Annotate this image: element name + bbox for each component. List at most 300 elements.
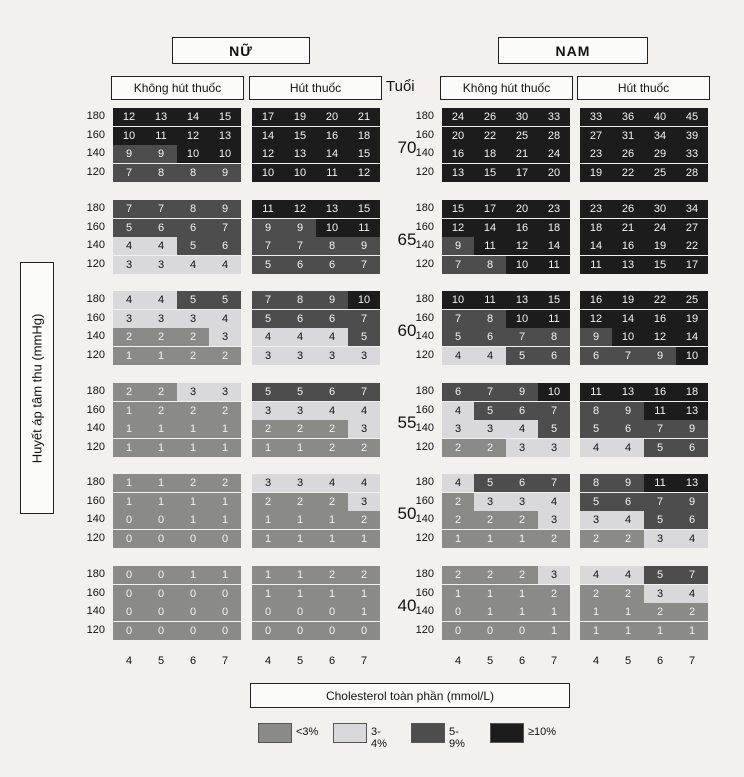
- heatmap-cell: 6: [580, 347, 612, 365]
- bp-tick-label: 160: [86, 220, 105, 233]
- heatmap-cell: 0: [284, 603, 316, 621]
- heatmap-cell: 9: [676, 493, 708, 511]
- heatmap-cell: 1: [209, 420, 241, 438]
- heatmap-cell: 27: [676, 219, 708, 237]
- heatmap-cell: 4: [580, 566, 612, 584]
- bp-tick-label: 140: [415, 330, 434, 342]
- heatmap-cell: 5: [252, 256, 284, 274]
- heatmap-cell: 31: [612, 127, 644, 145]
- heatmap-cell: 3: [284, 402, 316, 420]
- heatmap-cell: 2: [676, 603, 708, 621]
- bp-tick-label: 120: [86, 531, 105, 544]
- heatmap-cell: 16: [316, 127, 348, 145]
- heatmap-cell: 3: [145, 256, 177, 274]
- heatmap-cell: 33: [538, 108, 570, 126]
- heatmap-cell: 0: [177, 622, 209, 640]
- heatmap-cell: 15: [284, 127, 316, 145]
- heatmap-cell: 6: [284, 256, 316, 274]
- heatmap-cell: 11: [252, 200, 284, 218]
- header-male-non-smoker: Không hút thuốc: [440, 76, 573, 100]
- heatmap-cell: 12: [580, 310, 612, 328]
- heatmap-cell: 3: [284, 474, 316, 492]
- heatmap-cell: 10: [506, 256, 538, 274]
- heatmap-cell: 7: [348, 383, 380, 401]
- heatmap-cell: 8: [145, 164, 177, 182]
- heatmap-cell: 7: [442, 256, 474, 274]
- heatmap-cell: 2: [284, 493, 316, 511]
- heatmap-cell: 4: [612, 439, 644, 457]
- heatmap-cell: 1: [580, 603, 612, 621]
- heatmap-cell: 0: [209, 585, 241, 603]
- heatmap-cell: 23: [580, 200, 612, 218]
- heatmap-cell: 1: [676, 622, 708, 640]
- heatmap-cell: 0: [177, 530, 209, 548]
- heatmap-cell: 0: [442, 603, 474, 621]
- heatmap-cell: 3: [209, 383, 241, 401]
- heatmap-cell: 0: [316, 603, 348, 621]
- heatmap-cell: 1: [348, 530, 380, 548]
- bp-tick-label: 180: [415, 110, 434, 122]
- heatmap-cell: 10: [252, 164, 284, 182]
- heatmap-cell: 4: [506, 420, 538, 438]
- heatmap-cell: 6: [506, 474, 538, 492]
- heatmap-cell: 28: [676, 164, 708, 182]
- bp-tick-label: 140: [415, 239, 434, 251]
- heatmap-cell: 4: [145, 291, 177, 309]
- heatmap-cell: 1: [252, 511, 284, 529]
- heatmap-cell: 12: [644, 328, 676, 346]
- heatmap-cell: 1: [145, 439, 177, 457]
- heatmap-cell: 1: [538, 603, 570, 621]
- heatmap-cell: 0: [113, 603, 145, 621]
- heatmap-cell: 4: [612, 511, 644, 529]
- heatmap-cell: 8: [474, 256, 506, 274]
- header-male-smoker: Hút thuốc: [577, 76, 710, 100]
- heatmap-cell: 4: [612, 566, 644, 584]
- heatmap-cell: 4: [209, 310, 241, 328]
- heatmap-cell: 4: [284, 328, 316, 346]
- heatmap-cell: 20: [316, 108, 348, 126]
- heatmap-cell: 7: [209, 219, 241, 237]
- heatmap-cell: 4: [676, 585, 708, 603]
- age-label: 50: [397, 504, 417, 523]
- heatmap-cell: 0: [145, 585, 177, 603]
- heatmap-cell: 15: [474, 164, 506, 182]
- cholesterol-tick-label: 5: [624, 655, 632, 667]
- heatmap-cell: 7: [442, 310, 474, 328]
- heatmap-cell: 6: [538, 347, 570, 365]
- heatmap-cell: 13: [612, 256, 644, 274]
- heatmap-cell: 5: [580, 420, 612, 438]
- heatmap-cell: 7: [348, 310, 380, 328]
- bp-tick-label: 120: [415, 531, 434, 544]
- legend-label: 5-9%: [449, 726, 465, 750]
- bp-tick-label: 140: [86, 147, 105, 159]
- heatmap-cell: 3: [644, 585, 676, 603]
- heatmap-cell: 2: [538, 530, 570, 548]
- heatmap-cell: 14: [177, 108, 209, 126]
- heatmap-cell: 1: [209, 439, 241, 457]
- heatmap-cell: 0: [145, 566, 177, 584]
- heatmap-cell: 0: [113, 585, 145, 603]
- bp-tick-label: 180: [415, 202, 434, 214]
- heatmap-cell: 16: [644, 310, 676, 328]
- cholesterol-tick-label: 7: [221, 655, 229, 667]
- heatmap-cell: 1: [316, 530, 348, 548]
- heatmap-cell: 18: [348, 127, 380, 145]
- cholesterol-tick-label: 6: [656, 655, 664, 667]
- heatmap-cell: 6: [612, 420, 644, 438]
- heatmap-cell: 7: [612, 347, 644, 365]
- heatmap-cell: 2: [442, 511, 474, 529]
- bp-tick-label: 180: [86, 202, 105, 214]
- legend-swatch: [411, 723, 445, 743]
- bp-tick-label: 120: [86, 348, 105, 361]
- heatmap-cell: 0: [474, 622, 506, 640]
- heatmap-cell: 3: [113, 310, 145, 328]
- heatmap-cell: 1: [252, 439, 284, 457]
- heatmap-cell: 2: [145, 328, 177, 346]
- heatmap-cell: 29: [644, 145, 676, 163]
- heatmap-cell: 4: [348, 474, 380, 492]
- heatmap-cell: 1: [316, 511, 348, 529]
- heatmap-cell: 2: [580, 530, 612, 548]
- bp-tick-label: 180: [86, 568, 105, 580]
- heatmap-cell: 2: [348, 511, 380, 529]
- heatmap-cell: 3: [316, 347, 348, 365]
- heatmap-cell: 1: [177, 511, 209, 529]
- heatmap-cell: 2: [145, 402, 177, 420]
- heatmap-cell: 9: [209, 164, 241, 182]
- heatmap-cell: 7: [506, 328, 538, 346]
- heatmap-cell: 1: [506, 530, 538, 548]
- heatmap-cell: 2: [113, 328, 145, 346]
- heatmap-cell: 11: [538, 256, 570, 274]
- heatmap-cell: 11: [316, 164, 348, 182]
- heatmap-cell: 2: [442, 566, 474, 584]
- heatmap-cell: 30: [644, 200, 676, 218]
- heatmap-cell: 26: [474, 108, 506, 126]
- heatmap-cell: 3: [348, 420, 380, 438]
- heatmap-cell: 9: [145, 145, 177, 163]
- heatmap-cell: 11: [474, 291, 506, 309]
- bp-tick-label: 120: [86, 257, 105, 270]
- heatmap-cell: 26: [612, 145, 644, 163]
- heatmap-cell: 25: [676, 291, 708, 309]
- heatmap-cell: 2: [252, 493, 284, 511]
- age-label: 55: [397, 413, 417, 432]
- bp-tick-label: 180: [86, 476, 105, 488]
- bp-tick-label: 160: [415, 311, 434, 324]
- heatmap-cell: 3: [252, 402, 284, 420]
- bp-tick-label: 160: [86, 311, 105, 324]
- heatmap-cell: 1: [113, 420, 145, 438]
- heatmap-cell: 8: [177, 164, 209, 182]
- heatmap-cell: 2: [348, 566, 380, 584]
- heatmap-cell: 19: [644, 237, 676, 255]
- bp-tick-label: 160: [86, 403, 105, 416]
- age-axis-label: Tuổi: [386, 78, 415, 95]
- heatmap-cell: 2: [177, 347, 209, 365]
- heatmap-cell: 15: [348, 145, 380, 163]
- heatmap-cell: 1: [284, 511, 316, 529]
- heatmap-cell: 7: [644, 420, 676, 438]
- bp-tick-label: 160: [86, 128, 105, 141]
- heatmap-cell: 9: [612, 402, 644, 420]
- heatmap-cell: 0: [145, 622, 177, 640]
- heatmap-cell: 17: [252, 108, 284, 126]
- bp-tick-label: 140: [415, 422, 434, 434]
- heatmap-cell: 5: [644, 439, 676, 457]
- bp-tick-label: 180: [415, 385, 434, 397]
- heatmap-cell: 3: [538, 511, 570, 529]
- heatmap-cell: 34: [676, 200, 708, 218]
- heatmap-cell: 7: [252, 237, 284, 255]
- heatmap-cell: 1: [284, 566, 316, 584]
- heatmap-cell: 0: [177, 585, 209, 603]
- heatmap-cell: 3: [252, 474, 284, 492]
- heatmap-cell: 2: [316, 439, 348, 457]
- cholesterol-tick-label: 7: [550, 655, 558, 667]
- cholesterol-tick-label: 6: [328, 655, 336, 667]
- heatmap-cell: 1: [252, 530, 284, 548]
- heatmap-cell: 22: [612, 164, 644, 182]
- heatmap-cell: 1: [580, 622, 612, 640]
- heatmap-cell: 5: [348, 328, 380, 346]
- age-label: 60: [397, 321, 417, 340]
- heatmap-cell: 11: [580, 256, 612, 274]
- heatmap-cell: 4: [113, 291, 145, 309]
- heatmap-cell: 7: [474, 383, 506, 401]
- heatmap-cell: 9: [506, 383, 538, 401]
- heatmap-cell: 0: [442, 622, 474, 640]
- bp-tick-label: 120: [86, 440, 105, 453]
- heatmap-cell: 8: [580, 402, 612, 420]
- heatmap-cell: 1: [284, 585, 316, 603]
- heatmap-cell: 1: [538, 622, 570, 640]
- heatmap-cell: 5: [284, 383, 316, 401]
- heatmap-cell: 1: [474, 585, 506, 603]
- heatmap-cell: 6: [145, 219, 177, 237]
- heatmap-cell: 22: [474, 127, 506, 145]
- heatmap-cell: 18: [676, 383, 708, 401]
- heatmap-cell: 3: [177, 383, 209, 401]
- heatmap-cell: 0: [348, 622, 380, 640]
- heatmap-cell: 2: [177, 402, 209, 420]
- heatmap-cell: 24: [644, 219, 676, 237]
- heatmap-cell: 12: [506, 237, 538, 255]
- heatmap-cell: 17: [474, 200, 506, 218]
- heatmap-cell: 2: [316, 493, 348, 511]
- heatmap-cell: 5: [474, 474, 506, 492]
- heatmap-cell: 23: [580, 145, 612, 163]
- heatmap-cell: 11: [145, 127, 177, 145]
- header-male: NAM: [498, 37, 648, 64]
- heatmap-cell: 11: [580, 383, 612, 401]
- bp-tick-label: 140: [86, 239, 105, 251]
- heatmap-cell: 4: [177, 256, 209, 274]
- legend-label: 3-4%: [371, 726, 387, 750]
- heatmap-cell: 14: [474, 219, 506, 237]
- heatmap-cell: 12: [177, 127, 209, 145]
- heatmap-cell: 2: [316, 566, 348, 584]
- heatmap-cell: 5: [177, 237, 209, 255]
- heatmap-cell: 7: [252, 291, 284, 309]
- cholesterol-tick-label: 5: [296, 655, 304, 667]
- heatmap-cell: 14: [580, 237, 612, 255]
- heatmap-cell: 1: [113, 439, 145, 457]
- heatmap-cell: 1: [177, 493, 209, 511]
- heatmap-cell: 5: [644, 511, 676, 529]
- heatmap-cell: 8: [177, 200, 209, 218]
- heatmap-cell: 11: [538, 310, 570, 328]
- bp-tick-label: 160: [415, 128, 434, 141]
- heatmap-cell: 17: [506, 164, 538, 182]
- heatmap-cell: 19: [612, 291, 644, 309]
- bp-tick-label: 160: [86, 586, 105, 599]
- heatmap-cell: 18: [538, 219, 570, 237]
- y-axis-title: Huyết áp tâm thu (mmHg): [29, 313, 45, 463]
- heatmap-cell: 21: [612, 219, 644, 237]
- legend-label: <3%: [296, 726, 319, 738]
- heatmap-cell: 24: [538, 145, 570, 163]
- heatmap-cell: 3: [442, 420, 474, 438]
- heatmap-cell: 2: [316, 420, 348, 438]
- heatmap-cell: 13: [145, 108, 177, 126]
- heatmap-cell: 7: [538, 474, 570, 492]
- heatmap-cell: 2: [209, 474, 241, 492]
- heatmap-cell: 1: [145, 493, 177, 511]
- bp-tick-label: 180: [86, 110, 105, 122]
- heatmap-cell: 12: [284, 200, 316, 218]
- bp-tick-label: 120: [415, 165, 434, 178]
- heatmap-cell: 16: [644, 383, 676, 401]
- heatmap-cell: 25: [506, 127, 538, 145]
- heatmap-cell: 14: [538, 237, 570, 255]
- bp-tick-label: 160: [415, 220, 434, 233]
- heatmap-cell: 9: [580, 328, 612, 346]
- heatmap-cell: 0: [316, 622, 348, 640]
- heatmap-cell: 15: [442, 200, 474, 218]
- heatmap-cell: 2: [348, 439, 380, 457]
- heatmap-cell: 3: [506, 439, 538, 457]
- heatmap-cell: 13: [676, 474, 708, 492]
- heatmap-cell: 2: [612, 530, 644, 548]
- heatmap-cell: 15: [348, 200, 380, 218]
- heatmap-cell: 8: [316, 237, 348, 255]
- heatmap-cell: 1: [348, 603, 380, 621]
- heatmap-cell: 33: [676, 145, 708, 163]
- heatmap-cell: 0: [252, 622, 284, 640]
- heatmap-cell: 1: [474, 530, 506, 548]
- heatmap-cell: 7: [113, 164, 145, 182]
- heatmap-cell: 6: [676, 439, 708, 457]
- heatmap-cell: 20: [506, 200, 538, 218]
- heatmap-cell: 3: [644, 530, 676, 548]
- heatmap-cell: 45: [676, 108, 708, 126]
- heatmap-cell: 4: [676, 530, 708, 548]
- heatmap-cell: 0: [113, 511, 145, 529]
- heatmap-cell: 13: [316, 200, 348, 218]
- heatmap-cell: 14: [676, 328, 708, 346]
- heatmap-cell: 1: [113, 493, 145, 511]
- heatmap-cell: 14: [612, 310, 644, 328]
- heatmap-cell: 2: [538, 585, 570, 603]
- heatmap-cell: 5: [644, 566, 676, 584]
- heatmap-cell: 13: [676, 402, 708, 420]
- heatmap-cell: 2: [177, 474, 209, 492]
- heatmap-cell: 2: [644, 603, 676, 621]
- heatmap-cell: 5: [252, 310, 284, 328]
- bp-tick-label: 160: [86, 494, 105, 507]
- heatmap-cell: 2: [252, 420, 284, 438]
- heatmap-cell: 1: [113, 474, 145, 492]
- heatmap-cell: 12: [113, 108, 145, 126]
- heatmap-cell: 0: [113, 530, 145, 548]
- heatmap-cell: 2: [442, 493, 474, 511]
- heatmap-cell: 19: [284, 108, 316, 126]
- heatmap-cell: 4: [316, 328, 348, 346]
- heatmap-cell: 19: [676, 310, 708, 328]
- bp-tick-label: 180: [86, 385, 105, 397]
- bp-tick-label: 120: [415, 348, 434, 361]
- heatmap-cell: 11: [644, 474, 676, 492]
- bp-tick-label: 120: [415, 440, 434, 453]
- heatmap-cell: 5: [442, 328, 474, 346]
- heatmap-cell: 1: [506, 603, 538, 621]
- heatmap-cell: 6: [316, 256, 348, 274]
- x-axis-title: Cholesterol toàn phần (mmol/L): [250, 683, 570, 708]
- heatmap-cell: 19: [580, 164, 612, 182]
- bp-tick-label: 140: [415, 605, 434, 617]
- heatmap-cell: 6: [612, 493, 644, 511]
- heatmap-cell: 4: [113, 237, 145, 255]
- heatmap-cell: 9: [348, 237, 380, 255]
- heatmap-cell: 7: [676, 566, 708, 584]
- heatmap-cell: 11: [474, 237, 506, 255]
- heatmap-cell: 4: [474, 347, 506, 365]
- heatmap-cell: 4: [209, 256, 241, 274]
- heatmap-cell: 39: [676, 127, 708, 145]
- bp-tick-label: 140: [86, 330, 105, 342]
- heatmap-cell: 7: [113, 200, 145, 218]
- heatmap-cell: 8: [284, 291, 316, 309]
- heatmap-cell: 1: [113, 347, 145, 365]
- heatmap-cell: 3: [177, 310, 209, 328]
- heatmap-cell: 0: [145, 530, 177, 548]
- bp-tick-label: 140: [86, 605, 105, 617]
- heatmap-cell: 1: [316, 585, 348, 603]
- heatmap-cell: 25: [644, 164, 676, 182]
- heatmap-cell: 9: [316, 291, 348, 309]
- heatmap-cell: 1: [644, 622, 676, 640]
- heatmap-cell: 1: [474, 603, 506, 621]
- cholesterol-tick-label: 4: [125, 655, 133, 667]
- heatmap-cell: 3: [145, 310, 177, 328]
- heatmap-cell: 2: [442, 439, 474, 457]
- heatmap-cell: 0: [209, 530, 241, 548]
- bp-tick-label: 140: [415, 513, 434, 525]
- bp-tick-label: 120: [86, 165, 105, 178]
- heatmap-cell: 16: [580, 291, 612, 309]
- heatmap-cell: 13: [612, 383, 644, 401]
- heatmap-cell: 4: [442, 474, 474, 492]
- heatmap-cell: 9: [442, 237, 474, 255]
- heatmap-cell: 1: [284, 439, 316, 457]
- heatmap-cell: 5: [252, 383, 284, 401]
- heatmap-cell: 7: [145, 200, 177, 218]
- heatmap-cell: 5: [209, 291, 241, 309]
